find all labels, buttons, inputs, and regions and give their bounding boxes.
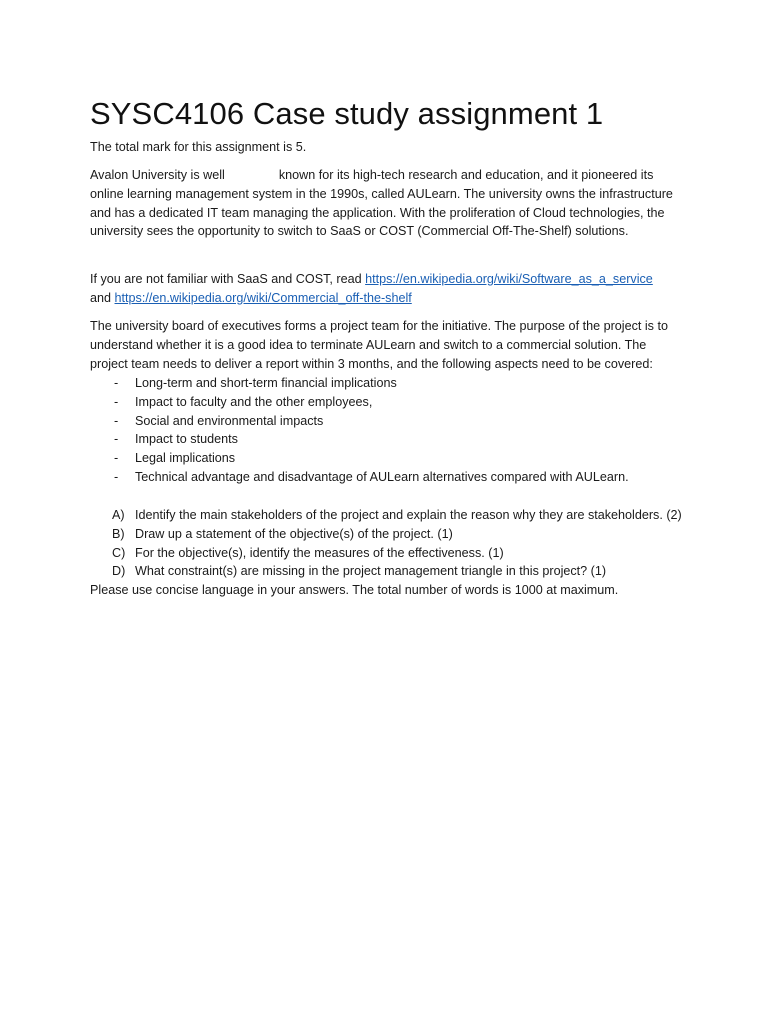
list-item xyxy=(90,468,682,487)
question-letter: B) xyxy=(112,526,125,541)
aspects-list-wrapper xyxy=(90,374,682,487)
question-letter: A) xyxy=(112,508,125,522)
list-item xyxy=(90,374,682,393)
intro-part2: known for its high-tech research and education, and it pioneered its online learning management system in the 1990s, called AULearn. The university owns the infrastructure and has a dedicated IT team managing the application. With the proliferation of Cloud technologies, the university sees the opportunity to switch to SaaS or COST (Commercial Off-The-Shelf) solutions. xyxy=(90,168,673,239)
board-paragraph: The university board of executives forms a project team for the initiative. The purpose of the project is to understand whether it is a good idea to terminate AULearn and switch to a commercial solution. The project team needs to deliver a report within 3 months, and the following aspects need to be covered: xyxy=(90,319,668,371)
reading-paragraph xyxy=(90,270,682,308)
aspect-text: Technical advantage and disadvantage of AULearn alternatives compared with AULearn. xyxy=(135,469,629,484)
aspects-list xyxy=(90,374,682,487)
dash-marker: - xyxy=(114,451,119,466)
dash-marker: - xyxy=(114,394,119,409)
question-text: Identify the main stakeholders of the project and explain the reason why they are stakeholders. (2) xyxy=(135,508,682,522)
questions-list-wrapper xyxy=(90,506,682,600)
dash-marker: - xyxy=(114,469,119,484)
questions-list xyxy=(90,506,682,581)
dash-marker: - xyxy=(114,413,119,428)
aspect-text: Legal implications xyxy=(135,451,236,466)
list-item xyxy=(90,412,682,431)
question-item-b xyxy=(90,525,682,544)
question-text: Draw up a statement of the objective(s) of the project. (1) xyxy=(135,526,453,541)
intro-paragraph xyxy=(90,166,682,241)
list-item xyxy=(90,430,682,449)
aspect-text: Impact to students xyxy=(135,432,238,447)
closing-text: Please use concise language in your answers. The total number of words is 1000 at maximum. xyxy=(90,583,619,598)
intro-part1: Avalon University is well xyxy=(90,168,225,182)
question-item-d xyxy=(90,562,682,581)
reading-and: and xyxy=(90,290,112,305)
aspect-text: Long-term and short-term financial implications xyxy=(135,376,397,390)
question-letter: C) xyxy=(112,545,126,560)
document-title: SYSC4106 Case study assignment 1 xyxy=(90,96,604,131)
dash-marker: - xyxy=(114,432,119,447)
aspect-text: Social and environmental impacts xyxy=(135,413,324,428)
question-item-c xyxy=(90,544,682,563)
reading-prefix: If you are not familiar with SaaS and COST, read xyxy=(90,272,362,286)
list-item xyxy=(90,393,682,412)
list-item xyxy=(90,449,682,468)
question-letter: D) xyxy=(112,564,126,579)
aspect-text: Impact to faculty and the other employees, xyxy=(135,394,373,409)
cots-wiki-link[interactable]: https://en.wikipedia.org/wiki/Commercial_off-the-shelf xyxy=(114,290,412,305)
question-text: For the objective(s), identify the measures of the effectiveness. (1) xyxy=(135,545,504,560)
question-text: What constraint(s) are missing in the project management triangle in this project? (1) xyxy=(135,564,607,579)
question-item-a xyxy=(90,506,682,525)
saas-wiki-link[interactable]: https://en.wikipedia.org/wiki/Software_as_a_service xyxy=(365,272,653,286)
dash-marker: - xyxy=(114,376,119,390)
total-mark-text: The total mark for this assignment is 5. xyxy=(90,140,307,154)
